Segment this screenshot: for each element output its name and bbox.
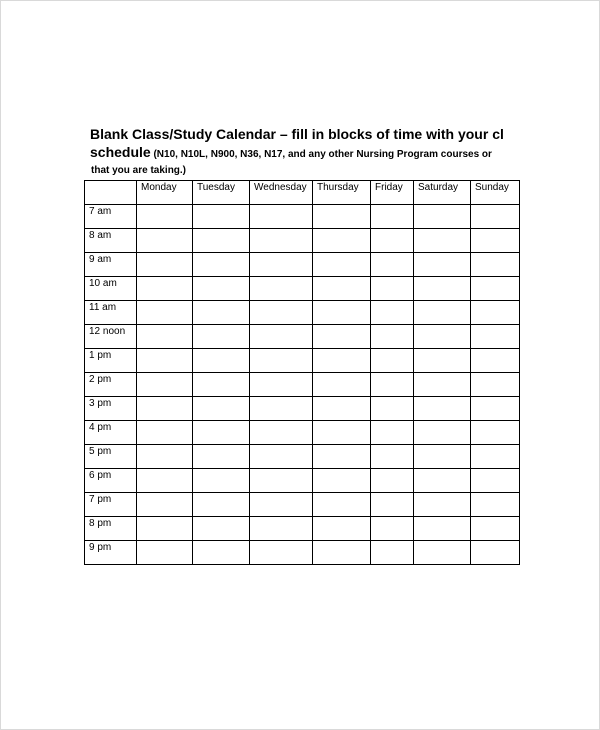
- time-slot-cell[interactable]: [137, 325, 193, 349]
- time-slot-cell[interactable]: [414, 253, 471, 277]
- time-slot-cell[interactable]: [137, 301, 193, 325]
- time-slot-cell[interactable]: [137, 397, 193, 421]
- time-slot-cell[interactable]: [193, 469, 250, 493]
- time-slot-cell[interactable]: [471, 229, 520, 253]
- time-slot-cell[interactable]: [193, 421, 250, 445]
- table-row: [85, 205, 520, 229]
- time-slot-cell[interactable]: [250, 301, 313, 325]
- time-slot-cell[interactable]: [414, 541, 471, 565]
- time-slot-cell[interactable]: [137, 349, 193, 373]
- time-slot-cell[interactable]: [137, 445, 193, 469]
- time-slot-cell[interactable]: [193, 325, 250, 349]
- time-slot-cell[interactable]: [313, 325, 371, 349]
- table-row: [85, 277, 520, 301]
- table-row: [85, 541, 520, 565]
- time-slot-cell[interactable]: [250, 205, 313, 229]
- time-label: 6 pm: [85, 469, 137, 493]
- time-slot-cell[interactable]: [193, 205, 250, 229]
- time-slot-cell[interactable]: [250, 325, 313, 349]
- subtitle-line-2: that you are taking.): [91, 165, 187, 176]
- time-slot-cell[interactable]: [250, 469, 313, 493]
- time-label: 8 am: [85, 229, 137, 253]
- time-slot-cell[interactable]: [313, 421, 371, 445]
- time-slot-cell[interactable]: [414, 349, 471, 373]
- time-slot-cell[interactable]: [371, 397, 414, 421]
- day-header-sunday: Sunday: [471, 181, 520, 205]
- day-header-friday: Friday: [371, 181, 414, 205]
- time-label: 12 noon: [85, 325, 137, 349]
- time-slot-cell[interactable]: [371, 517, 414, 541]
- time-label: 3 pm: [85, 397, 137, 421]
- time-label: 4 pm: [85, 421, 137, 445]
- time-label: 5 pm: [85, 445, 137, 469]
- time-slot-cell[interactable]: [250, 373, 313, 397]
- time-slot-cell[interactable]: [193, 541, 250, 565]
- time-slot-cell[interactable]: [193, 253, 250, 277]
- time-slot-cell[interactable]: [250, 397, 313, 421]
- time-slot-cell[interactable]: [371, 349, 414, 373]
- time-slot-cell[interactable]: [414, 397, 471, 421]
- time-slot-cell[interactable]: [193, 397, 250, 421]
- time-slot-cell[interactable]: [137, 469, 193, 493]
- time-slot-cell[interactable]: [471, 421, 520, 445]
- calendar-header-row: [85, 181, 520, 205]
- time-slot-cell[interactable]: [193, 517, 250, 541]
- table-row: [85, 301, 520, 325]
- time-slot-cell[interactable]: [414, 301, 471, 325]
- time-slot-cell[interactable]: [371, 253, 414, 277]
- table-row: [85, 349, 520, 373]
- table-row: [85, 253, 520, 277]
- time-slot-cell[interactable]: [313, 493, 371, 517]
- time-slot-cell[interactable]: [250, 541, 313, 565]
- time-slot-cell[interactable]: [313, 445, 371, 469]
- time-slot-cell[interactable]: [313, 205, 371, 229]
- table-row: [85, 397, 520, 421]
- time-slot-cell[interactable]: [250, 277, 313, 301]
- time-slot-cell[interactable]: [471, 541, 520, 565]
- time-slot-cell[interactable]: [193, 301, 250, 325]
- time-label: 9 am: [85, 253, 137, 277]
- table-row: [85, 469, 520, 493]
- day-header-wednesday: Wednesday: [250, 181, 313, 205]
- table-row: [85, 493, 520, 517]
- calendar-table: [84, 180, 520, 565]
- time-slot-cell[interactable]: [137, 541, 193, 565]
- time-slot-cell[interactable]: [137, 253, 193, 277]
- subtitle-detail: (N10, N10L, N900, N36, N17, and any other Nursing Program courses or: [150, 149, 492, 160]
- time-slot-cell[interactable]: [137, 373, 193, 397]
- time-slot-cell[interactable]: [371, 229, 414, 253]
- time-slot-cell[interactable]: [471, 373, 520, 397]
- day-header-saturday: Saturday: [414, 181, 471, 205]
- table-row: [85, 445, 520, 469]
- table-row: [85, 373, 520, 397]
- time-slot-cell[interactable]: [193, 493, 250, 517]
- time-slot-cell[interactable]: [193, 277, 250, 301]
- time-slot-cell[interactable]: [371, 421, 414, 445]
- time-slot-cell[interactable]: [371, 325, 414, 349]
- time-slot-cell[interactable]: [414, 229, 471, 253]
- time-slot-cell[interactable]: [414, 445, 471, 469]
- time-slot-cell[interactable]: [250, 445, 313, 469]
- time-slot-cell[interactable]: [371, 541, 414, 565]
- document-subtitle: [90, 143, 531, 164]
- time-column-header: [85, 181, 137, 205]
- time-slot-cell[interactable]: [313, 517, 371, 541]
- time-slot-cell[interactable]: [371, 277, 414, 301]
- time-label: 9 pm: [85, 541, 137, 565]
- time-slot-cell[interactable]: [250, 493, 313, 517]
- time-slot-cell[interactable]: [137, 421, 193, 445]
- time-slot-cell[interactable]: [313, 349, 371, 373]
- time-slot-cell[interactable]: [471, 301, 520, 325]
- time-slot-cell[interactable]: [471, 469, 520, 493]
- table-row: [85, 517, 520, 541]
- calendar-body: [85, 205, 520, 565]
- time-slot-cell[interactable]: [313, 541, 371, 565]
- time-slot-cell[interactable]: [471, 253, 520, 277]
- time-slot-cell[interactable]: [471, 205, 520, 229]
- time-label: 1 pm: [85, 349, 137, 373]
- time-slot-cell[interactable]: [471, 493, 520, 517]
- time-slot-cell[interactable]: [137, 517, 193, 541]
- time-slot-cell[interactable]: [313, 229, 371, 253]
- time-slot-cell[interactable]: [193, 229, 250, 253]
- time-slot-cell[interactable]: [137, 229, 193, 253]
- time-label: 7 pm: [85, 493, 137, 517]
- time-slot-cell[interactable]: [313, 277, 371, 301]
- time-slot-cell[interactable]: [471, 325, 520, 349]
- day-header-tuesday: Tuesday: [193, 181, 250, 205]
- time-slot-cell[interactable]: [471, 397, 520, 421]
- time-slot-cell[interactable]: [137, 205, 193, 229]
- subtitle-lead: schedule: [90, 144, 151, 160]
- time-label: 8 pm: [85, 517, 137, 541]
- time-slot-cell[interactable]: [414, 277, 471, 301]
- time-slot-cell[interactable]: [371, 493, 414, 517]
- time-slot-cell[interactable]: [371, 373, 414, 397]
- time-label: 11 am: [85, 301, 137, 325]
- time-slot-cell[interactable]: [313, 373, 371, 397]
- time-slot-cell[interactable]: [250, 349, 313, 373]
- time-slot-cell[interactable]: [414, 421, 471, 445]
- time-slot-cell[interactable]: [371, 445, 414, 469]
- time-slot-cell[interactable]: [137, 277, 193, 301]
- time-slot-cell[interactable]: [250, 517, 313, 541]
- table-row: [85, 325, 520, 349]
- time-slot-cell[interactable]: [414, 469, 471, 493]
- time-slot-cell[interactable]: [371, 301, 414, 325]
- time-slot-cell[interactable]: [250, 421, 313, 445]
- time-slot-cell[interactable]: [193, 373, 250, 397]
- time-slot-cell[interactable]: [414, 325, 471, 349]
- document-title: Blank Class/Study Calendar – fill in blocks of time with your cl: [90, 126, 504, 142]
- time-slot-cell[interactable]: [313, 469, 371, 493]
- time-slot-cell[interactable]: [414, 493, 471, 517]
- time-slot-cell[interactable]: [313, 397, 371, 421]
- time-slot-cell[interactable]: [414, 517, 471, 541]
- time-slot-cell[interactable]: [471, 517, 520, 541]
- table-row: [85, 229, 520, 253]
- table-row: [85, 421, 520, 445]
- time-slot-cell[interactable]: [193, 349, 250, 373]
- time-slot-cell[interactable]: [414, 205, 471, 229]
- time-slot-cell[interactable]: [137, 493, 193, 517]
- time-slot-cell[interactable]: [250, 253, 313, 277]
- day-header-thursday: Thursday: [313, 181, 371, 205]
- time-label: 7 am: [85, 205, 137, 229]
- day-header-monday: Monday: [137, 181, 193, 205]
- time-slot-cell[interactable]: [371, 469, 414, 493]
- time-slot-cell[interactable]: [471, 349, 520, 373]
- time-label: 10 am: [85, 277, 137, 301]
- time-slot-cell[interactable]: [371, 205, 414, 229]
- time-slot-cell[interactable]: [313, 253, 371, 277]
- time-slot-cell[interactable]: [250, 229, 313, 253]
- time-slot-cell[interactable]: [414, 373, 471, 397]
- document-heading: [90, 125, 531, 177]
- time-slot-cell[interactable]: [193, 445, 250, 469]
- time-slot-cell[interactable]: [471, 445, 520, 469]
- time-label: 2 pm: [85, 373, 137, 397]
- time-slot-cell[interactable]: [313, 301, 371, 325]
- time-slot-cell[interactable]: [471, 277, 520, 301]
